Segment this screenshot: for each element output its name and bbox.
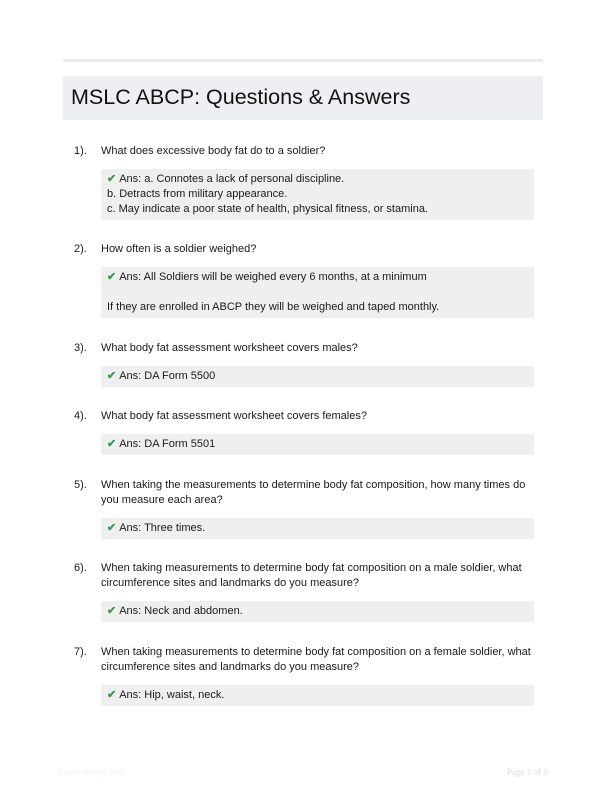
answer-line: If they are enrolled in ABCP they will be weighed and taped monthly.	[107, 301, 440, 313]
answer-box-7	[101, 685, 534, 706]
question-number: 7).	[74, 646, 87, 658]
answer-box-3	[101, 366, 534, 387]
question-number: 4).	[74, 410, 87, 422]
answer-line: Ans: a. Connotes a lack of personal discipline.	[119, 173, 345, 185]
question-text: What body fat assessment worksheet covers males?	[101, 342, 358, 354]
answer-line: Ans: Three times.	[119, 522, 206, 534]
question-number: 6).	[74, 562, 87, 574]
question-text: How often is a soldier weighed?	[101, 243, 257, 255]
question-text: What body fat assessment worksheet covers females?	[101, 410, 367, 422]
answer-line: Ans: DA Form 5501	[119, 438, 216, 450]
check-icon: ✔	[107, 522, 117, 534]
answer-line: b. Detracts from military appearance.	[107, 188, 288, 200]
question-text: When taking the measurements to determine body fat composition, how many times do you measure each area?	[101, 479, 526, 506]
check-icon: ✔	[107, 689, 117, 701]
question-text: When taking measurements to determine body fat composition on a male soldier, what circumference sites and landmarks do you measure?	[101, 562, 522, 589]
question-text: When taking measurements to determine body fat composition on a female soldier, what circumference sites and landmarks do you measure?	[101, 646, 531, 673]
check-icon: ✔	[107, 438, 117, 450]
answer-spacer	[107, 285, 528, 300]
answer-line: c. May indicate a poor state of health, physical fitness, or stamina.	[107, 203, 428, 215]
answer-line: Ans: DA Form 5500	[119, 370, 216, 382]
check-icon: ✔	[107, 173, 117, 185]
answer-line: Ans: All Soldiers will be weighed every 6 months, at a minimum	[119, 271, 427, 283]
answer-box-6	[101, 601, 534, 622]
page-number: Page 1 of 9	[507, 767, 548, 777]
question-number: 2).	[74, 243, 87, 255]
check-icon: ✔	[107, 271, 117, 283]
answer-box-5	[101, 518, 534, 539]
check-icon: ✔	[107, 370, 117, 382]
answer-box-2	[101, 267, 534, 318]
answer-line: Ans: Hip, waist, neck.	[119, 689, 225, 701]
answer-box-1	[101, 169, 534, 220]
question-number: 1).	[74, 145, 87, 157]
top-divider	[63, 59, 543, 62]
question-text: What does excessive body fat do to a soldier?	[101, 145, 326, 157]
footer-watermark: Paperlibrary.com	[58, 767, 126, 777]
answer-box-4	[101, 434, 534, 455]
title-banner	[63, 76, 543, 120]
question-number: 3).	[74, 342, 87, 354]
question-number: 5).	[74, 479, 87, 491]
page-title: MSLC ABCP: Questions & Answers	[71, 85, 411, 109]
check-icon: ✔	[107, 605, 117, 617]
answer-line: Ans: Neck and abdomen.	[119, 605, 243, 617]
